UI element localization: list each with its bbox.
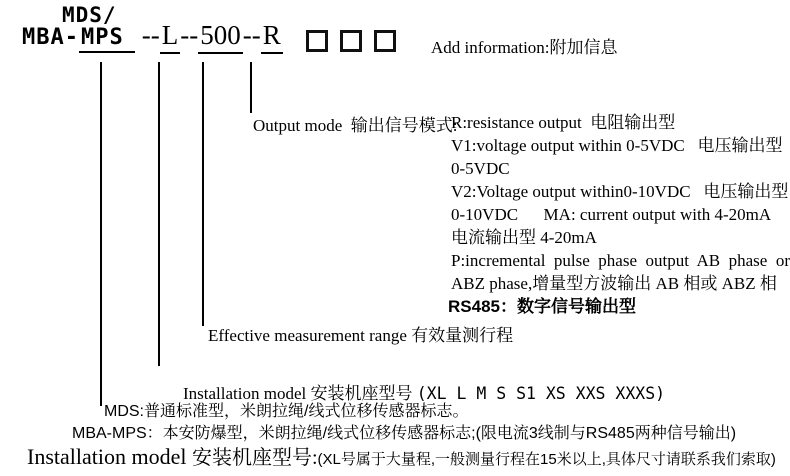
- branch-line-installation: [158, 62, 160, 366]
- add-info-box-icon: [374, 30, 396, 52]
- model-segment-installation: L: [160, 20, 181, 54]
- branch-line-range: [202, 62, 204, 326]
- branch-line-mds: [100, 62, 102, 406]
- installation-model-codes: (XL L M S S1 XS XXS XXXS): [416, 384, 666, 403]
- output-mode-label: Output mode 输出信号模式:: [253, 116, 462, 135]
- mba-mps-description: MBA-MPS：本安防爆型，米朗拉绳/线式位移传感器标志;(限电流3线制与RS485两种信号输出): [72, 425, 737, 442]
- output-mode-line: V1:voltage output within 0-5VDC 电压输出型: [451, 136, 783, 155]
- model-segment-mps: MPS: [79, 25, 135, 53]
- model-number: [22, 20, 283, 54]
- model-separator: --: [180, 20, 199, 50]
- model-separator: --: [242, 20, 261, 50]
- add-info-boxes: [306, 30, 408, 52]
- output-mode-line: R:resistance output 电阻输出型: [451, 113, 676, 132]
- output-mode-line: V2:Voltage output within0-10VDC 电压输出型: [451, 182, 789, 201]
- footer-label-en: Installation model: [27, 444, 192, 469]
- model-hyphen: -: [64, 25, 79, 50]
- output-mode-line: P:incremental pulse phase output AB phase or: [451, 251, 790, 270]
- installation-model-text: Installation model 安装机座型号: [183, 384, 417, 403]
- effective-range-label: Effective measurement range 有效量测行程: [208, 326, 514, 345]
- footer-note-text: (XL号属于大量程,一般测量行程在15米以上,具体尺寸请联系我们索取): [317, 451, 776, 468]
- output-mode-line: 0-10VDC MA: current output with 4-20mA: [451, 205, 772, 224]
- add-info-box-icon: [340, 30, 362, 52]
- branch-line-output: [250, 62, 252, 113]
- add-info-label: Add information:附加信息: [431, 38, 618, 57]
- output-mode-line: 0-5VDC: [451, 159, 510, 178]
- mds-description: MDS:普通标准型，米朗拉绳/线式位移传感器标志。: [104, 403, 469, 420]
- model-separator: --: [141, 20, 160, 50]
- series-name-mds: MDS/: [62, 3, 117, 27]
- output-mode-line: 电流输出型 4-20mA: [451, 228, 597, 247]
- installation-footer-note: [27, 441, 776, 470]
- model-prefix: MBA: [22, 25, 65, 50]
- model-segment-output: R: [261, 20, 283, 54]
- add-info-box-icon: [306, 30, 328, 52]
- model-segment-range: 500: [198, 20, 243, 54]
- footer-label-cn: 安装机座型号:: [191, 447, 318, 469]
- output-mode-line: ABZ phase,增量型方波输出 AB 相或 ABZ 相: [451, 274, 777, 293]
- output-mode-options: [448, 111, 790, 318]
- output-mode-rs485-line: RS485：数字信号输出型: [448, 297, 636, 316]
